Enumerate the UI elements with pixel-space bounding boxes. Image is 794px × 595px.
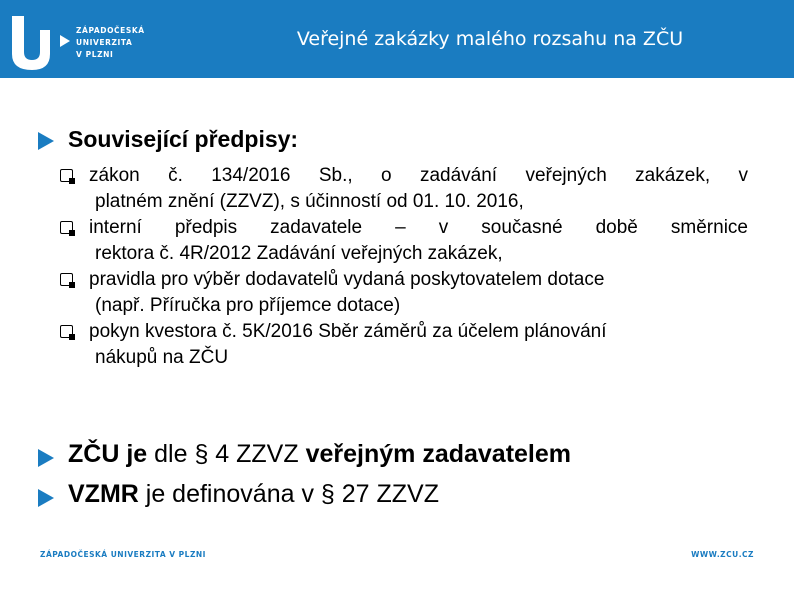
university-logo-icon (10, 16, 50, 70)
triangle-bullet-icon (38, 132, 54, 150)
item-text-line: pokyn kvestora č. 5K/2016 Sběr záměrů za účelem plánování (89, 321, 607, 342)
point-bold-text: ZČU je (68, 440, 148, 468)
point-bold-text: VZMR (68, 480, 139, 508)
item-text-line: (např. Příručka pro příjemce dotace) (95, 295, 401, 316)
item-text-line: platném znění (ZZVZ), s účinností od 01. 10. 2016, (95, 191, 524, 212)
point-text (68, 480, 439, 509)
checkbox-bullet-icon (60, 325, 73, 338)
logo-line: UNIVERZITA (76, 38, 133, 47)
item-text-line: nákupů na ZČU (95, 347, 229, 368)
footer-university-name: ZÁPADOČESKÁ UNIVERZITA V PLZNI (40, 550, 206, 559)
list-item (60, 163, 748, 215)
heading-text: Související předpisy: (68, 126, 299, 152)
point-text (68, 440, 571, 469)
item-text-line: zákon č. 134/2016 Sb., o zadávání veřejných zakázek, v (89, 165, 748, 186)
logo-line: ZÁPADOČESKÁ (76, 26, 145, 35)
point-plain-text: je definována v § 27 ZZVZ (138, 480, 439, 508)
checkbox-bullet-icon (60, 169, 73, 182)
list-item (60, 215, 748, 267)
item-text-line: rektora č. 4R/2012 Zadávání veřejných zakázek, (95, 243, 503, 264)
logo-line: V PLZNI (76, 50, 114, 59)
checkbox-bullet-icon (60, 273, 73, 286)
point-plain-text: dle § 4 ZZVZ (147, 440, 306, 468)
logo-arrow-icon (60, 35, 70, 47)
header-bar (0, 0, 794, 78)
item-text-line: interní předpis zadavatele – v současné době směrnice (89, 217, 748, 238)
footer-website-link[interactable]: WWW.ZCU.CZ (691, 550, 754, 559)
list-item (60, 319, 748, 371)
slide-title: Veřejné zakázky malého rozsahu na ZČU (296, 28, 684, 50)
triangle-bullet-icon (38, 449, 54, 467)
point-bold-text: veřejným zadavatelem (305, 440, 572, 468)
list-item (60, 267, 748, 319)
regulations-list (60, 163, 748, 371)
triangle-bullet-icon (38, 489, 54, 507)
checkbox-bullet-icon (60, 221, 73, 234)
item-text-line: pravidla pro výběr dodavatelů vydaná poskytovatelem dotace (89, 269, 605, 290)
logo-wordmark (76, 25, 145, 61)
